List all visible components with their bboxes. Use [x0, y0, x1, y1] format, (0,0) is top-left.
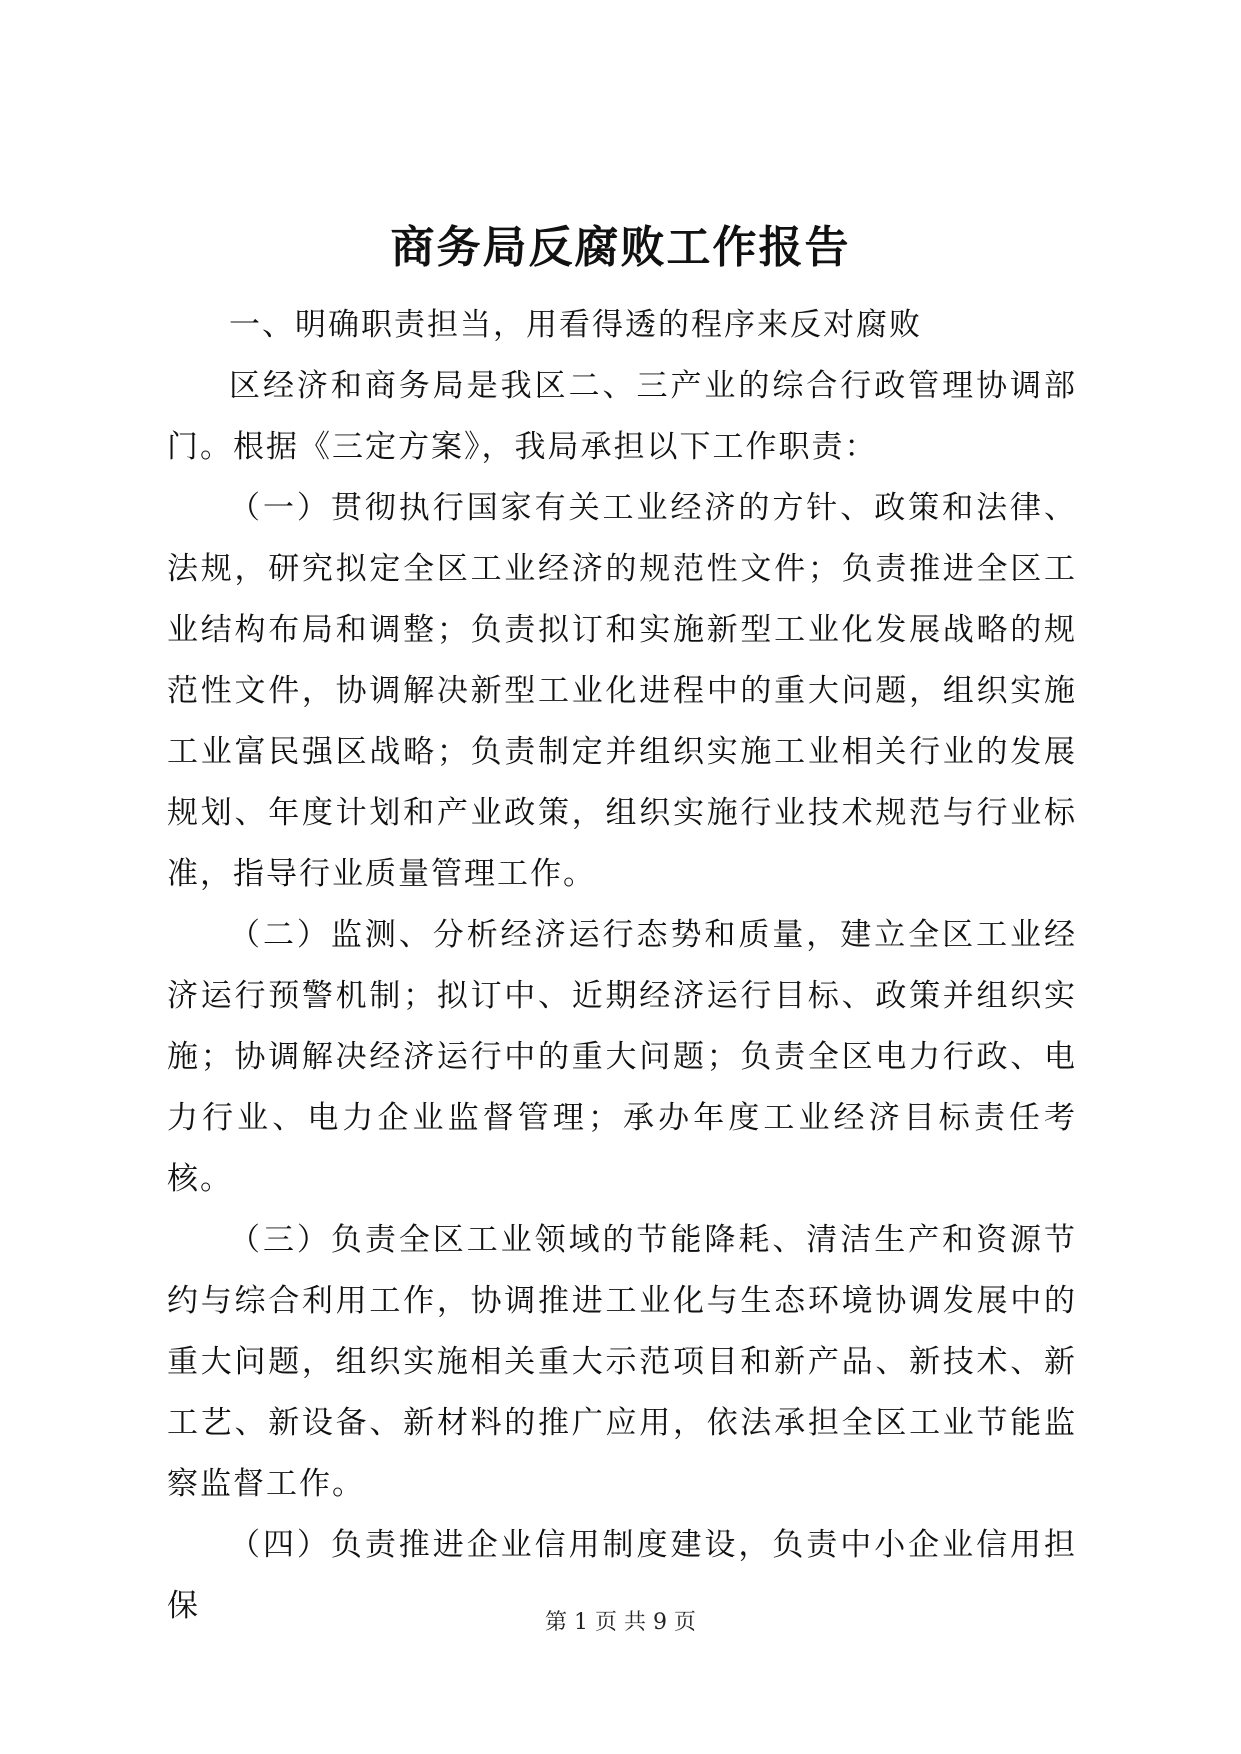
- page-footer: 第 1 页 共 9 页: [545, 1610, 696, 1635]
- document-title: 商务局反腐败工作报告: [390, 222, 851, 273]
- body-paragraph: 区经济和商务局是我区二、三产业的综合行政管理协调部门。根据《三定方案》，我局承担以下工作职责：: [167, 368, 1077, 465]
- duty-item-4: （四）负责推进企业信用制度建设，负责中小企业信用担保: [167, 1527, 1077, 1624]
- section-heading: 一、明确职责担当，用看得透的程序来反对腐败: [229, 307, 922, 343]
- duty-item-3: （三）负责全区工业领域的节能降耗、清洁生产和资源节约与综合利用工作，协调推进工业化与生态环境协调发展中的重大问题，组织实施相关重大示范项目和新产品、新技术、新工艺、新设备、新材料的推广应用，依法承担全区工业节能监察监督工作。: [167, 1222, 1077, 1502]
- document-body: [167, 295, 1077, 1637]
- duty-item-1: （一）贯彻执行国家有关工业经济的方针、政策和法律、法规，研究拟定全区工业经济的规范性文件；负责推进全区工业结构布局和调整；负责拟订和实施新型工业化发展战略的规范性文件，协调解决新型工业化进程中的重大问题，组织实施工业富民强区战略；负责制定并组织实施工业相关行业的发展规划、年度计划和产业政策，组织实施行业技术规范与行业标准，指导行业质量管理工作。: [167, 490, 1077, 892]
- duty-item-2: （二）监测、分析经济运行态势和质量，建立全区工业经济运行预警机制；拟订中、近期经济运行目标、政策并组织实施；协调解决经济运行中的重大问题；负责全区电力行政、电力行业、电力企业监督管理；承办年度工业经济目标责任考核。: [167, 917, 1077, 1197]
